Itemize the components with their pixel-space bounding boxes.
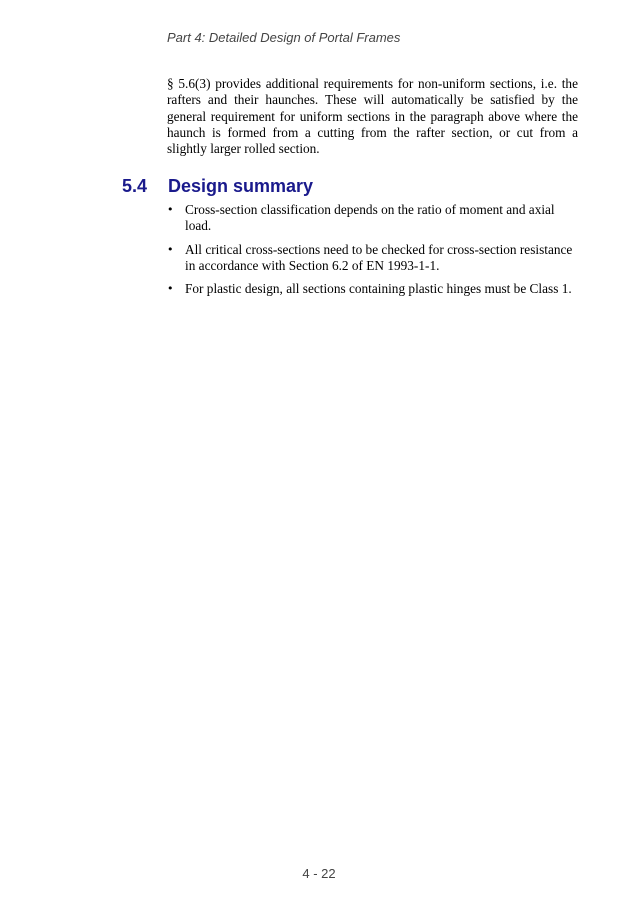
list-item <box>167 202 578 235</box>
list-item <box>167 281 578 297</box>
list-item-text: For plastic design, all sections containing plastic hinges must be Class 1. <box>185 281 572 297</box>
list-item-text: Cross-section classification depends on the ratio of moment and axial load. <box>185 202 555 234</box>
page-number: 4 - 22 <box>302 866 336 881</box>
bullet-icon: • <box>167 203 174 216</box>
list-item-text: All critical cross-sections need to be checked for cross-section resistance in accordance with Section 6.2 of EN 1993-1-1. <box>185 241 573 273</box>
section-title: Design summary <box>168 176 314 196</box>
intro-paragraph: § 5.6(3) provides additional requirements for non-uniform sections, i.e. the rafters and their haunches. These will automatically be satisfied by the general requirement for uniform sections in the paragraph above where the haunch is formed from a cutting from the rafter section, or cut from a slightly larger rolled section. <box>167 76 578 157</box>
bullet-icon: • <box>167 242 174 256</box>
section-heading <box>122 176 313 197</box>
running-header: Part 4: Detailed Design of Portal Frames <box>167 30 401 45</box>
bullet-list <box>167 202 578 304</box>
bullet-icon: • <box>167 282 174 296</box>
section-number: 5.4 <box>122 176 148 196</box>
list-item <box>167 242 578 275</box>
